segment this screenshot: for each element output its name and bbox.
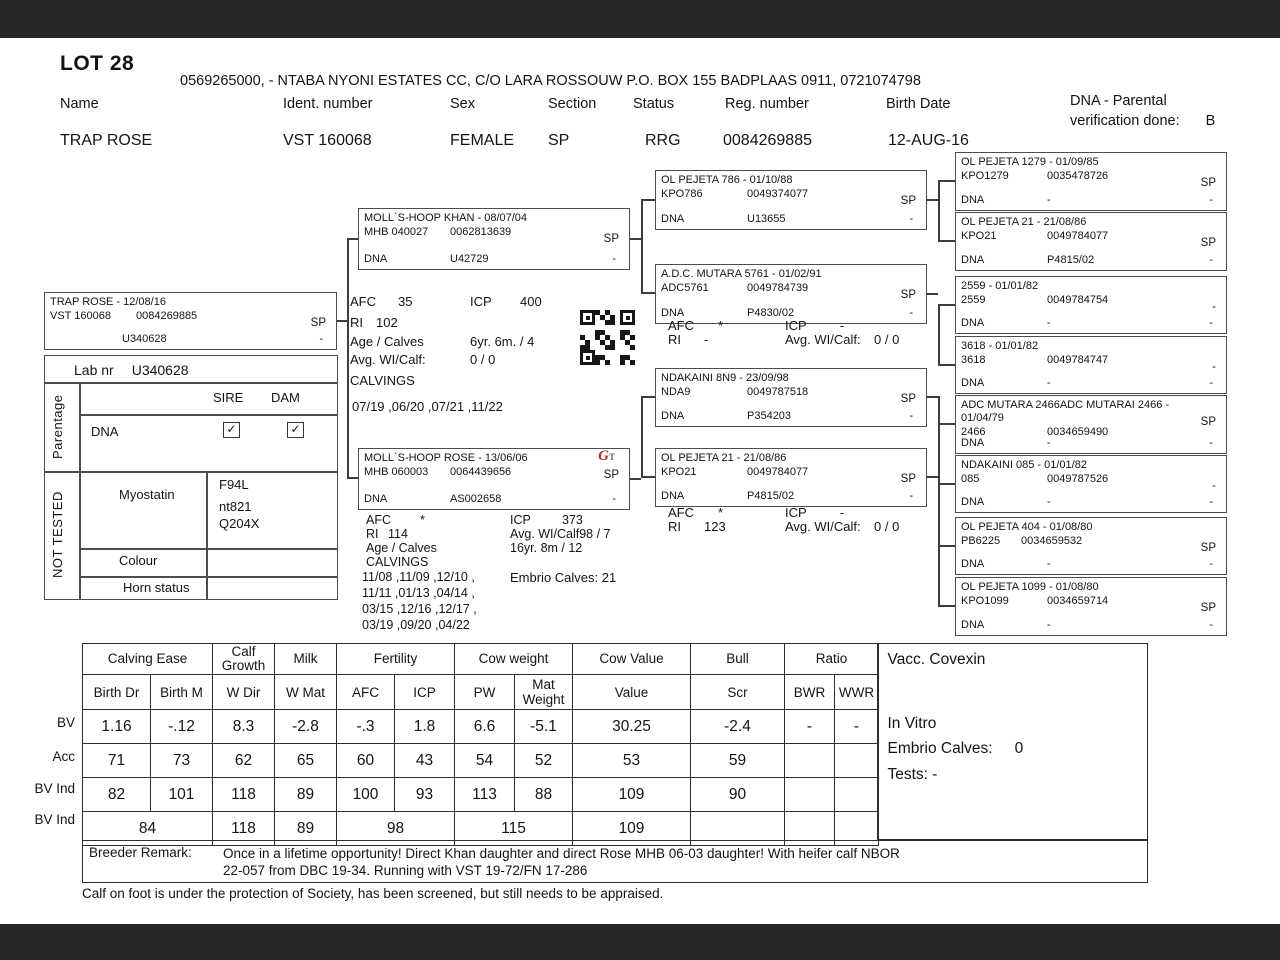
th-sub: Scr <box>691 675 785 710</box>
invitro-text: In Vitro <box>887 715 937 732</box>
dam-calvings-line: 03/15 ,12/16 ,12/17 , <box>362 602 477 616</box>
dna-value: - <box>1047 194 1051 206</box>
dam-embrio-calves: Embrio Calves: 21 <box>510 570 617 585</box>
dna-label: DNA <box>961 496 985 508</box>
pedigree-box-dam-dam <box>655 448 927 507</box>
status-code: SP <box>1200 416 1216 428</box>
animal-id: ADC5761 <box>661 282 709 294</box>
connector-line <box>347 477 358 479</box>
connector-line <box>641 476 655 478</box>
label-ident: Ident. number <box>283 96 373 112</box>
th-sub: Mat Weight <box>515 675 573 710</box>
animal-reg: 0035478726 <box>1047 170 1109 182</box>
cell: -.3 <box>337 710 395 744</box>
gen2a-stats-ri-avg: RI - Avg. WI/Calf: 0 / 0 <box>668 332 900 347</box>
divider <box>45 382 337 384</box>
animal-id: NDA9 <box>661 386 691 398</box>
cell: 84 <box>83 812 213 846</box>
sire-stats-age: Age / Calves 6yr. 6m. / 4 <box>350 334 535 349</box>
th-sub: Birth Dr <box>83 675 151 710</box>
cell: 118 <box>213 778 275 812</box>
dash: - <box>612 253 616 265</box>
pedigree-box-ggp7 <box>955 517 1227 575</box>
acc-row <box>83 744 879 778</box>
group-header-row <box>83 644 879 675</box>
dna-label: DNA <box>961 558 985 570</box>
value-name: TRAP ROSE <box>60 132 153 149</box>
cell: 62 <box>213 744 275 778</box>
animal-id: 085 <box>961 473 980 485</box>
row-label-acc: Acc <box>52 749 75 764</box>
dash: - <box>1209 254 1213 266</box>
connector-line <box>938 476 940 605</box>
gt-logo-icon: GT <box>598 448 615 464</box>
dna-verification-label: verification done: <box>1070 113 1180 129</box>
dna-value: U340628 <box>122 333 167 345</box>
th-sub: ICP <box>395 675 455 710</box>
cell: 89 <box>275 812 337 846</box>
gen2b-stats-ri-avg: RI 123 Avg. WI/Calf: 0 / 0 <box>668 519 900 534</box>
dna-value: P4815/02 <box>747 490 795 502</box>
th-group: Cow weight <box>455 644 573 675</box>
connector-line <box>641 292 655 294</box>
pedigree-box-sire <box>358 208 630 270</box>
cell: 6.6 <box>455 710 515 744</box>
breeder-contact-line: 0569265000, - NTABA NYONI ESTATES CC, C/O LARA ROSSOUW P.O. BOX 155 BADPLAAS 0911, 0721074798 <box>180 73 921 89</box>
dash: - <box>1209 619 1213 631</box>
cell: 1.8 <box>395 710 455 744</box>
dam-calvings-line: 03/19 ,09/20 ,04/22 <box>362 618 470 632</box>
lab-nr-value: U340628 <box>131 362 189 378</box>
animal-id: KPO1099 <box>961 595 1009 607</box>
status-code: - <box>1212 301 1216 313</box>
dam-stats-calvings-label: CALVINGS <box>366 555 429 569</box>
cell: 82 <box>83 778 151 812</box>
dam-stats-ri-avg: RI 114 Avg. WI/Calf98 / 7 <box>366 527 611 541</box>
dna-value: P4815/02 <box>1047 254 1095 266</box>
animal-name: NDAKAINI 8N9 - 23/09/98 <box>661 372 789 384</box>
value-reg: 0084269885 <box>723 132 812 149</box>
animal-reg: 0084269885 <box>136 310 198 322</box>
dna-label: DNA <box>364 253 388 265</box>
connector-line <box>938 605 955 607</box>
colour-label: Colour <box>119 553 158 568</box>
status-code: SP <box>603 469 619 481</box>
cell: 59 <box>691 744 785 778</box>
dna-label: DNA <box>661 213 685 225</box>
status-code: SP <box>900 289 916 301</box>
cell <box>785 744 835 778</box>
label-dna-line2 <box>1070 113 1215 129</box>
connector-line <box>938 304 955 306</box>
pedigree-box-ggp3 <box>955 276 1227 334</box>
label-dna-line1: DNA - Parental <box>1070 93 1167 109</box>
cell: 60 <box>337 744 395 778</box>
cell: 30.25 <box>573 710 691 744</box>
dna-value: U13655 <box>747 213 786 225</box>
animal-reg: 0049784739 <box>747 282 809 294</box>
cell: -2.4 <box>691 710 785 744</box>
pedigree-box-dam-sire <box>655 368 927 427</box>
status-code: - <box>1212 361 1216 373</box>
connector-line <box>938 240 955 242</box>
pedigree-box-sire-sire <box>655 170 927 230</box>
cell <box>835 778 879 812</box>
status-code: SP <box>1200 542 1216 554</box>
animal-name: 2559 - 01/01/82 <box>961 280 1039 292</box>
pedigree-box-ggp8 <box>955 577 1227 636</box>
value-birth: 12-AUG-16 <box>888 132 969 149</box>
dna-value: U42729 <box>450 253 489 265</box>
dam-stats-afc-icp: AFC * ICP 373 <box>366 513 583 527</box>
dna-value: - <box>1047 377 1051 389</box>
breeder-remark-box <box>82 840 1148 883</box>
footer-note: Calf on foot is under the protection of Society, has been screened, but still needs to be appraised. <box>82 886 664 901</box>
animal-reg: 0049784077 <box>747 466 809 478</box>
row-label-bv: BV <box>56 715 75 730</box>
cell: 73 <box>151 744 213 778</box>
label-section: Section <box>548 96 597 112</box>
dash: - <box>1209 377 1213 389</box>
status-code: SP <box>310 317 326 329</box>
animal-reg: 0062813639 <box>450 226 512 238</box>
status-code: SP <box>900 195 916 207</box>
sire-stats-ri: RI 102 <box>350 315 398 330</box>
cell: 65 <box>275 744 337 778</box>
cell: 109 <box>573 778 691 812</box>
animal-id: MHB 060003 <box>364 466 429 478</box>
top-black-bar <box>0 0 1280 38</box>
dna-label: DNA <box>364 493 388 505</box>
animal-name: A.D.C. MUTARA 5761 - 01/02/91 <box>661 268 822 280</box>
value-section: SP <box>548 132 570 149</box>
th-group: Ratio <box>785 644 879 675</box>
cell: -5.1 <box>515 710 573 744</box>
label-sex: Sex <box>450 96 475 112</box>
myostatin-value: F94L <box>219 477 249 492</box>
th-group: Milk <box>275 644 337 675</box>
myostatin-value: Q204X <box>219 516 260 531</box>
dash: - <box>319 333 323 345</box>
dash: - <box>1209 437 1213 449</box>
sire-column-header: SIRE <box>213 390 244 405</box>
breeder-remark-label: Breeder Remark: <box>89 845 192 860</box>
connector-line <box>938 423 955 425</box>
dna-label: DNA <box>961 317 985 329</box>
divider <box>79 548 337 550</box>
not-tested-label: NOT TESTED <box>50 491 65 579</box>
animal-name: OL PEJETA 404 - 01/08/80 <box>961 521 1093 533</box>
connector-line <box>641 396 655 398</box>
animal-id: KPO786 <box>661 188 703 200</box>
animal-reg: 0064439656 <box>450 466 512 478</box>
vaccination-text: Vacc. Covexin <box>887 651 986 668</box>
bottom-black-bar <box>0 924 1280 960</box>
cell: 115 <box>455 812 573 846</box>
label-birth: Birth Date <box>886 96 951 112</box>
animal-id: 2466 <box>961 426 986 438</box>
cell: -2.8 <box>275 710 337 744</box>
animal-reg: 0034659532 <box>1021 535 1083 547</box>
dna-value: - <box>1047 496 1051 508</box>
dna-value: - <box>1047 437 1051 449</box>
label-name: Name <box>60 96 99 112</box>
cell: - <box>835 710 879 744</box>
dash: - <box>1209 194 1213 206</box>
lot-number: LOT 28 <box>60 52 135 75</box>
row-label-bvind2: BV Ind <box>34 812 75 827</box>
th-sub: WWR <box>835 675 879 710</box>
dash: - <box>909 410 913 422</box>
th-sub: BWR <box>785 675 835 710</box>
dam-column-header: DAM <box>271 390 300 405</box>
pedigree-box-ggp5 <box>955 395 1227 454</box>
dna-label: DNA <box>961 377 985 389</box>
cell: 98 <box>337 812 455 846</box>
th-group: Bull <box>691 644 785 675</box>
connector-line <box>347 238 349 478</box>
connector-line <box>347 238 358 240</box>
animal-id: KPO1279 <box>961 170 1009 182</box>
dash: - <box>1209 496 1213 508</box>
dna-verification-value: B <box>1205 113 1216 129</box>
horn-status-label: Horn status <box>123 580 190 595</box>
dam-stats-age: Age / Calves 16yr. 8m / 12 <box>366 541 583 555</box>
animal-id: VST 160068 <box>50 310 111 322</box>
animal-name: OL PEJETA 21 - 21/08/86 <box>961 216 1087 228</box>
cell <box>835 744 879 778</box>
cell: 118 <box>213 812 275 846</box>
bv-row <box>83 710 879 744</box>
dna-value: - <box>1047 558 1051 570</box>
status-code: SP <box>900 473 916 485</box>
status-code: SP <box>1200 237 1216 249</box>
animal-reg: 0049374077 <box>747 188 809 200</box>
dna-row-label: DNA <box>91 424 119 439</box>
th-sub: Value <box>573 675 691 710</box>
breeding-values-table <box>82 643 879 846</box>
animal-name: NDAKAINI 085 - 01/01/82 <box>961 459 1087 471</box>
dna-value: P354203 <box>747 410 792 422</box>
value-ident: VST 160068 <box>283 132 372 149</box>
dna-label: DNA <box>661 307 685 319</box>
dna-label: DNA <box>961 619 985 631</box>
animal-id: KPO21 <box>661 466 697 478</box>
cell: 54 <box>455 744 515 778</box>
dna-label: DNA <box>961 254 985 266</box>
th-sub: W Dir <box>213 675 275 710</box>
th-sub: PW <box>455 675 515 710</box>
cell: 88 <box>515 778 573 812</box>
cell <box>785 778 835 812</box>
sire-stats-afc-icp: AFC 35 ICP 400 <box>350 294 542 309</box>
lab-panel <box>44 355 338 600</box>
connector-line <box>938 396 940 483</box>
dna-label: DNA <box>961 437 985 449</box>
dash: - <box>1209 558 1213 570</box>
dam-dna-checkbox: ✓ <box>287 422 304 438</box>
cell: 90 <box>691 778 785 812</box>
dam-calvings-line: 11/11 ,01/13 ,04/14 , <box>362 586 475 600</box>
dna-label: DNA <box>661 490 685 502</box>
cell: 43 <box>395 744 455 778</box>
animal-reg: 0049787518 <box>747 386 809 398</box>
animal-reg: 0049784747 <box>1047 354 1109 366</box>
label-status: Status <box>633 96 675 112</box>
pedigree-box-ggp1 <box>955 152 1227 211</box>
animal-id: 2559 <box>961 294 986 306</box>
connector-line <box>641 199 643 293</box>
pedigree-box-ggp6 <box>955 455 1227 513</box>
dash: - <box>612 493 616 505</box>
animal-name: OL PEJETA 1279 - 01/09/85 <box>961 156 1099 168</box>
dash: - <box>909 213 913 225</box>
gen2a-stats-afc-icp: AFC * ICP - <box>668 318 845 333</box>
embrio-calves: Embrio Calves: 0 <box>887 740 1024 757</box>
value-sex: FEMALE <box>450 132 515 149</box>
sub-header-row <box>83 675 879 710</box>
vaccination-panel <box>877 643 1148 840</box>
animal-id: 3618 <box>961 354 986 366</box>
status-code: - <box>1212 480 1216 492</box>
cell: - <box>785 710 835 744</box>
pedigree-box-dam <box>358 448 630 510</box>
parentage-label: Parentage <box>50 394 65 459</box>
status-code: SP <box>1200 177 1216 189</box>
qr-code <box>580 310 635 365</box>
th-sub: W Mat <box>275 675 337 710</box>
myostatin-value: nt821 <box>219 499 252 514</box>
pedigree-box-sire-dam <box>655 264 927 324</box>
connector-line <box>938 364 955 366</box>
cell: 101 <box>151 778 213 812</box>
animal-reg: 0049784754 <box>1047 294 1109 306</box>
animal-name: OL PEJETA 21 - 21/08/86 <box>661 452 787 464</box>
connector-line <box>938 180 955 182</box>
animal-reg: 0049784077 <box>1047 230 1109 242</box>
cell: 100 <box>337 778 395 812</box>
th-group: Calving Ease <box>83 644 213 675</box>
connector-line <box>938 304 940 364</box>
divider <box>45 471 337 473</box>
divider <box>79 414 337 416</box>
pedigree-box-ggp2 <box>955 212 1227 271</box>
animal-reg: 0049787526 <box>1047 473 1109 485</box>
sire-stats-avg: Avg. WI/Calf: 0 / 0 <box>350 352 496 367</box>
status-code: SP <box>900 393 916 405</box>
sire-stats-calvings: 07/19 ,06/20 ,07/21 ,11/22 <box>352 399 503 414</box>
cell: 1.16 <box>83 710 151 744</box>
dna-value: AS002658 <box>450 493 502 505</box>
breeder-remark-text: Once in a lifetime opportunity! Direct Khan daughter and direct Rose MHB 06-03 daughter! With heifer calf NBOR 22-057 from DBC 19-34. Running with VST 19-72/FN 17-286 <box>223 846 900 878</box>
dam-calvings-line: 11/08 ,11/09 ,12/10 , <box>362 570 475 584</box>
animal-id: PB6225 <box>961 535 1001 547</box>
th-group: Fertility <box>337 644 455 675</box>
connector-line <box>938 483 955 485</box>
sire-dna-checkbox: ✓ <box>223 422 240 438</box>
dna-value: - <box>1047 619 1051 631</box>
dna-value: - <box>1047 317 1051 329</box>
animal-name: ADC MUTARA 2466ADC MUTARAI 2466 - 01/04/79 <box>961 399 1170 424</box>
label-reg: Reg. number <box>725 96 809 112</box>
th-sub: Birth M <box>151 675 213 710</box>
gen2b-stats-afc-icp: AFC * ICP - <box>668 505 845 520</box>
bvind-row <box>83 778 879 812</box>
cell: -.12 <box>151 710 213 744</box>
th-group: Cow Value <box>573 644 691 675</box>
dash: - <box>909 307 913 319</box>
animal-name: MOLL`S-HOOP KHAN - 08/07/04 <box>364 212 528 224</box>
connector-line <box>938 180 940 240</box>
cell: 53 <box>573 744 691 778</box>
myostatin-label: Myostatin <box>119 487 175 502</box>
connector-line <box>641 199 655 201</box>
cell: 109 <box>573 812 691 846</box>
animal-name: MOLL`S-HOOP ROSE - 13/06/06 <box>364 452 528 464</box>
lab-nr-label: Lab nr U340628 <box>74 362 189 378</box>
sire-stats-calvings-label: CALVINGS <box>350 373 415 388</box>
status-code: SP <box>603 233 619 245</box>
status-code: SP <box>1200 602 1216 614</box>
dash: - <box>909 490 913 502</box>
animal-reg: 0034659714 <box>1047 595 1109 607</box>
value-status: RRG <box>645 132 681 149</box>
tests-text: Tests: - <box>887 766 938 783</box>
cell: 113 <box>455 778 515 812</box>
animal-name: 3618 - 01/01/82 <box>961 340 1039 352</box>
dna-value: P4830/02 <box>747 307 795 319</box>
row-label-bvind: BV Ind <box>34 781 75 796</box>
dna-label: DNA <box>961 194 985 206</box>
connector-line <box>938 545 955 547</box>
divider <box>79 576 337 578</box>
animal-reg: 0034659490 <box>1047 426 1109 438</box>
dash: - <box>1209 317 1213 329</box>
divider <box>206 471 208 599</box>
cell: 93 <box>395 778 455 812</box>
th-group: Calf Growth <box>213 644 275 675</box>
animal-name: OL PEJETA 1099 - 01/08/80 <box>961 581 1099 593</box>
animal-id: KPO21 <box>961 230 997 242</box>
pedigree-box-ggp4 <box>955 336 1227 394</box>
dna-label: DNA <box>661 410 685 422</box>
animal-name: OL PEJETA 786 - 01/10/88 <box>661 174 793 186</box>
cell: 8.3 <box>213 710 275 744</box>
pedigree-box-subject <box>44 292 337 350</box>
cell: 71 <box>83 744 151 778</box>
animal-name: TRAP ROSE - 12/08/16 <box>50 296 166 308</box>
animal-id: MHB 040027 <box>364 226 429 238</box>
cell: 52 <box>515 744 573 778</box>
th-sub: AFC <box>337 675 395 710</box>
embrio-calves-value: 0 <box>1014 740 1024 757</box>
cell: 89 <box>275 778 337 812</box>
